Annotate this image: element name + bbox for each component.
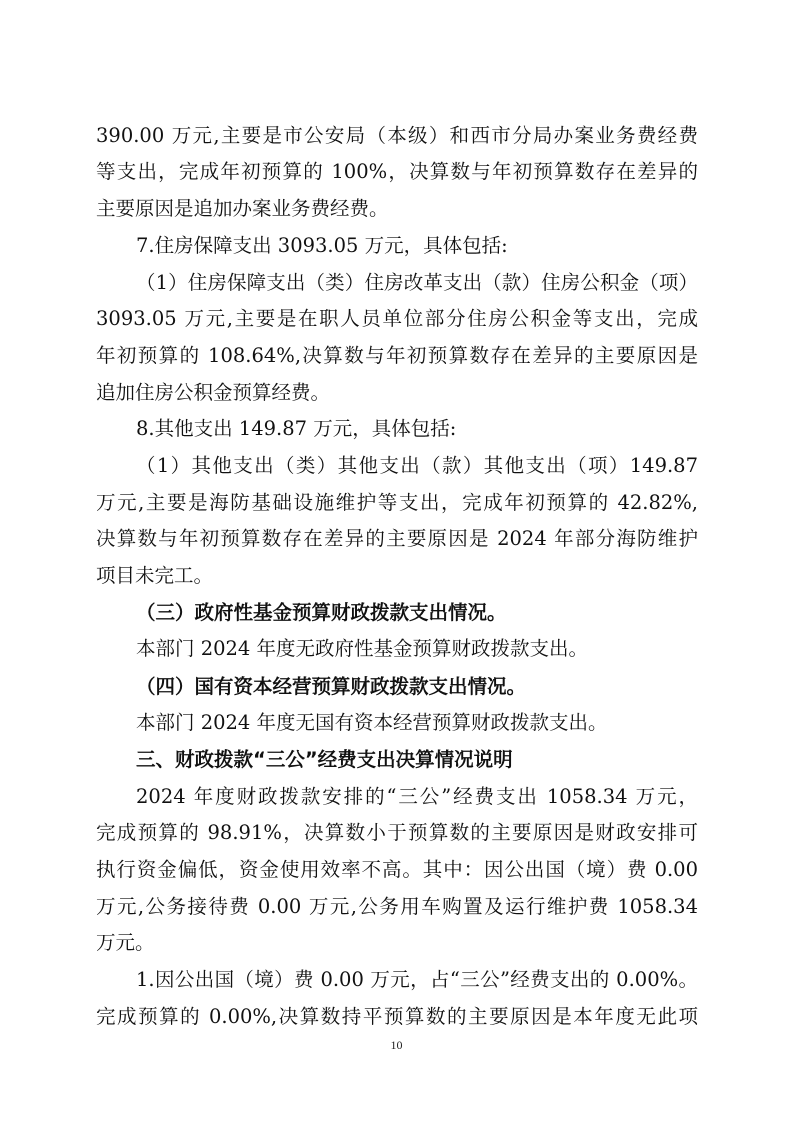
- text-line: 本部门 2024 年度无国有资本经营预算财政拨款支出。: [136, 711, 608, 734]
- text-line: 2024 年度财政拨款安排的“三公”经费支出 1058.34 万元，: [136, 785, 698, 808]
- subsection-heading-gov-fund: （三）政府性基金预算财政拨款支出情况。: [136, 601, 507, 624]
- text-line: 完成预算的 0.00%,决算数持平预算数的主要原因是本年度无此项: [96, 1005, 698, 1028]
- text-line: 年初预算的 108.64%,决算数与年初预算数存在差异的主要原因是: [96, 344, 698, 367]
- text-line: 本部门 2024 年度无政府性基金预算财政拨款支出。: [136, 637, 589, 660]
- text-line: 390.00 万元,主要是市公安局（本级）和西市分局办案业务费经费: [96, 124, 698, 147]
- text-line: 万元。: [96, 931, 155, 954]
- text-line: 万元,主要是海防基础设施维护等支出，完成年初预算的 42.82%,: [96, 491, 698, 514]
- text-line: 3093.05 万元,主要是在职人员单位部分住房公积金等支出，完成: [96, 307, 698, 330]
- text-line: 追加住房公积金预算经费。: [96, 381, 331, 404]
- section-item-housing: 7.住房保障支出 3093.05 万元，具体包括:: [136, 234, 508, 257]
- text-line: （1）其他支出（类）其他支出（款）其他支出（项）149.87: [136, 454, 698, 477]
- text-line: 项目未完工。: [96, 564, 214, 587]
- section-heading-three-public: 三、财政拨款“三公”经费支出决算情况说明: [136, 748, 513, 771]
- page-number: 10: [390, 1038, 403, 1052]
- subsection-heading-state-capital: （四）国有资本经营预算财政拨款支出情况。: [136, 675, 527, 698]
- text-line: 完成预算的 98.91%，决算数小于预算数的主要原因是财政安排可: [96, 821, 698, 844]
- text-line: 决算数与年初预算数存在差异的主要原因是 2024 年部分海防维护: [96, 527, 698, 550]
- text-line: （1）住房保障支出（类）住房改革支出（款）住房公积金（项）: [136, 271, 698, 294]
- section-item-abroad: 1.因公出国（境）费 0.00 万元，占“三公”经费支出的 0.00%。: [136, 968, 698, 991]
- text-line: 主要原因是追加办案业务费经费。: [96, 197, 389, 220]
- text-line: 万元,公务接待费 0.00 万元,公务用车购置及运行维护费 1058.34: [96, 895, 698, 918]
- section-item-other: 8.其他支出 149.87 万元，具体包括:: [136, 417, 457, 440]
- text-line: 执行资金偏低，资金使用效率不高。其中：因公出国（境）费 0.00: [96, 858, 698, 881]
- text-line: 等支出，完成年初预算的 100%，决算数与年初预算数存在差异的: [96, 160, 698, 183]
